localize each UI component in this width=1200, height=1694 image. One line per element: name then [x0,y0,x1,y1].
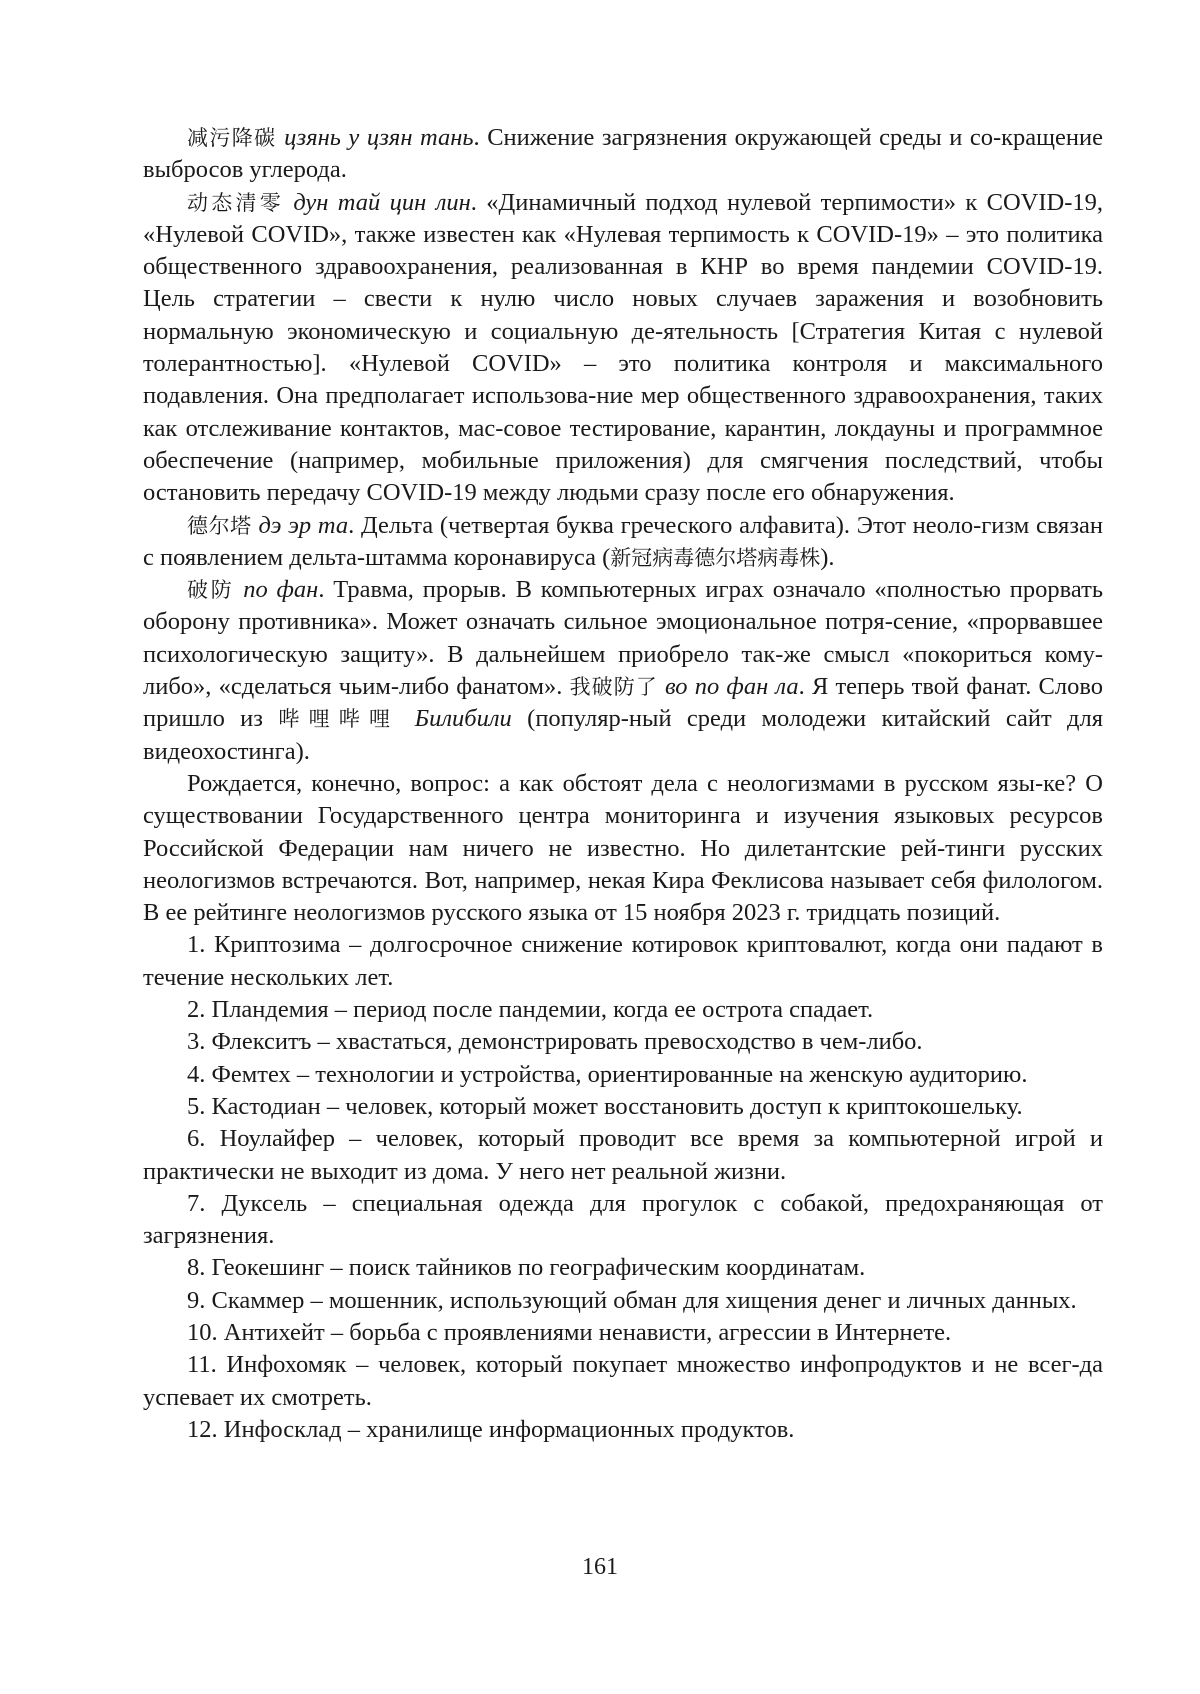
term-transcription: дун тай цин лин [293,188,471,216]
example-definition: . Я теперь твой фанат. Слово пришло из [143,673,1104,733]
term-transcription: дэ эр та [258,511,349,539]
chinese-term: 德尔塔 [187,513,252,538]
body-text [143,122,1103,1446]
list-item: 10. Антихейт – борьба с проявлениями ненависти, агрессии в Интернете. [187,1318,952,1346]
entry-paragraph [143,574,1103,768]
list-item: 11. Инфохомяк – человек, который покупает множество инфопродуктов и не всег-да успевает их смотреть. [143,1351,1103,1411]
source-chinese-term: 哔哩哔哩 [278,707,400,732]
chinese-term: 减污降碳 [187,126,277,150]
list-item: 6. Ноулайфер – человек, который проводит все время за компьютерной игрой и практически не выходит из дома. У него нет реальной жизни. [143,1125,1103,1185]
example-chinese-term: 我破防了 [569,675,658,700]
list-item: 4. Фемтех – технологии и устройства, ориентированные на женскую аудиторию. [187,1060,1028,1088]
example-transcription: во по фан ла [665,673,799,701]
list-item: 12. Инфосклад – хранилище информационных продуктов. [187,1415,795,1443]
term-transcription: цзянь у цзян тань [284,124,474,151]
list-item: 9. Скаммер – мошенник, использующий обман для хищения денег и личных данных. [187,1286,1077,1314]
list-item: 3. Флекситъ – хвастаться, демонстрировать превосходство в чем-либо. [187,1028,923,1056]
entry-paragraph [143,187,1103,510]
source-transcription: Билибили [414,705,512,733]
list-item: 8. Геокешинг – поиск тайников по географическим координатам. [187,1254,866,1282]
intro-paragraph: Рождается, конечно, вопрос: а как обстоят дела с неологизмами в русском язы-ке? О существовании Государственного центра мониторинга и изучения языковых ресурсов Российской Федерации нам ничего не известно. Но дилетантские рей-тинги русских неологизмов встречаются. Вот, например, некая Кира Феклисова называет себя филологом. В ее рейтинге неологизмов русского языка от 15 ноября 2023 г. тридцать позиций. [143,769,1103,927]
chinese-term: 动态清零 [187,190,284,215]
term-definition-tail: ). [820,543,835,571]
term-definition: . Снижение загрязнения окружающей среды и со-кращение выбросов углерода. [143,124,1104,184]
page-number: 161 [582,1554,618,1580]
term-definition: . Дельта (четвертая буква греческого алфавита). Этот неоло-гизм связан с появлением дельта-штамма коронавируса ( [143,511,1103,571]
term-definition: . «Динамичный подход нулевой терпимости» к COVID-19, «Нулевой COVID», также известен как «Нулевая терпимость к COVID-19» – это политика общественного здравоохранения, реализованная в КНР во время пандемии COVID-19. Цель стратегии – свести к нулю число новых случаев заражения и возобновить нормальную экономическую и социальную де-ятельность [Стратегия Китая с нулевой толерантностью]. «Нулевой COVID» – это политика контроля и максимального подавления. Она предполагает использова-ние мер общественного здравоохранения, таких как отслеживание контактов, мас-совое тестирование, карантин, локдауны и программное обеспечение (например, мобильные приложения) для смягчения последствий, чтобы остановить передачу COVID-19 между людьми сразу после его обнаружения. [143,188,1104,507]
source-definition: (популяр-ный среди молодежи китайский сайт для видеохостинга). [143,705,1104,765]
entry-paragraph [143,510,1103,575]
chinese-term-inline: 新冠病毒德尔塔病毒株 [610,545,821,570]
list-item: 5. Кастодиан – человек, который может восстановить доступ к криптокошельку. [187,1092,1023,1120]
term-transcription: по фан [243,576,319,604]
term-definition: . Травма, прорыв. В компьютерных играх означало «полностью прорвать оборону противника». Может означать сильное эмоциональное потря-сение, «прорвавшее психологическую защиту». В дальнейшем приобрело так-же смысл «покориться кому-либо», «сделаться чьим-либо фанатом». [143,576,1103,701]
entry-paragraph [143,122,1103,187]
chinese-term: 破防 [187,578,235,603]
list-item: 1. Криптозима – долгосрочное снижение котировок криптовалют, когда они падают в течение нескольких лет. [143,931,1103,991]
list-item: 7. Дуксель – специальная одежда для прогулок с собакой, предохраняющая от загрязнения. [143,1189,1103,1250]
list-item: 2. Пландемия – период после пандемии, когда ее острота спадает. [187,996,874,1024]
